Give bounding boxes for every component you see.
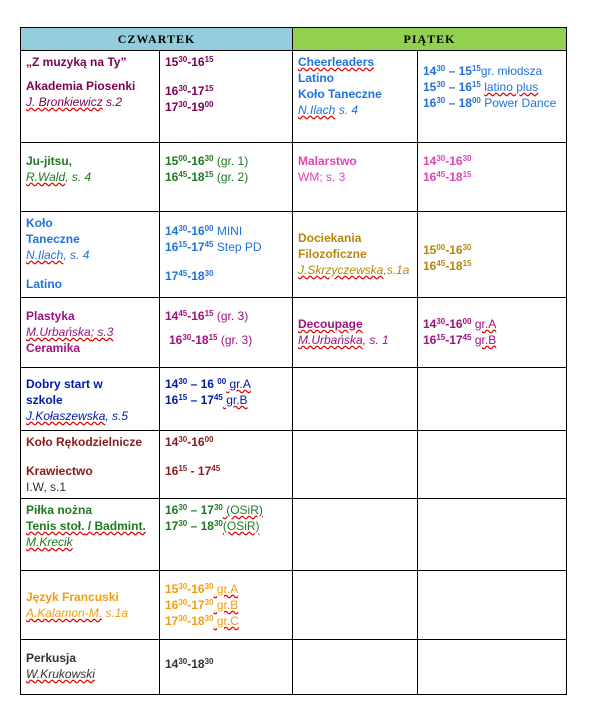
room-label: ; s.3	[90, 325, 114, 339]
activity-name: Malarstwo	[298, 154, 357, 168]
friday-time-cell-empty	[418, 499, 567, 571]
friday-activity-cell	[293, 298, 418, 368]
thursday-activity-cell	[21, 368, 160, 431]
table-row	[21, 51, 567, 143]
activity-name: Plastyka	[26, 309, 75, 323]
thursday-time-cell: $15^{30}-16^{15}$ $16^{30}-17^{15}$ $17^{30}-19^{00}$	[160, 51, 293, 143]
teacher-room-label: WM; s. 3	[298, 170, 346, 184]
activity-name: Koło	[26, 216, 53, 230]
friday-time-cell: $14^{30}-16^{00}$ gr.A $16^{15}-17^{45}$ gr.B	[418, 298, 567, 368]
header-thursday: CZWARTEK	[21, 28, 293, 51]
activity-name: szkole	[26, 393, 63, 407]
activity-name: Dobry start w	[26, 377, 103, 391]
thursday-time-cell: $14^{30} - 16$ $^{00}$ gr.A $16^{15} - 17^{45}$ gr.B	[160, 368, 293, 431]
thursday-time-cell: $14^{30}-16^{00}$ $16^{15} - 17^{45}$	[160, 431, 293, 499]
room-label: , s. 1	[362, 333, 389, 347]
activity-name: Cheerleaders	[298, 55, 375, 69]
teacher-name: M.Urbańska	[26, 325, 91, 339]
activity-name: Ju-jitsu,	[26, 154, 73, 168]
activity-name: Decoupage	[298, 317, 363, 331]
teacher-name: N.Ilach	[298, 103, 336, 117]
friday-activity-cell-empty	[293, 499, 418, 571]
teacher-name: J. Bronkiewicz	[26, 95, 103, 109]
friday-time-cell: $14^{30}-16^{30}$ $16^{45}-18^{15}$	[418, 143, 567, 212]
activity-name: Język Francuski	[26, 590, 119, 604]
friday-activity-cell-empty	[293, 640, 418, 695]
table-row	[21, 368, 567, 431]
activity-name: Filozoficzne	[298, 247, 367, 261]
friday-activity-cell-empty	[293, 571, 418, 640]
thursday-time-cell: $15^{00}-16^{30}$ (gr. 1) $16^{45}-18^{15}$ (gr. 2)	[160, 143, 293, 212]
friday-time-cell-empty	[418, 368, 567, 431]
friday-time-cell-empty	[418, 640, 567, 695]
activity-name: / Badmint.	[84, 519, 146, 533]
thursday-time-cell: $14^{30}-16^{00}$ MINI $16^{15}-17^{45}$ Step PD $17^{45}-18^{30}$	[160, 212, 293, 298]
teacher-name: R.Wald	[26, 170, 66, 184]
thursday-time-cell: $14^{45}-16^{15}$ (gr. 3) $16^{30}-18^{15}$ (gr. 3)	[160, 298, 293, 368]
schedule-table	[20, 27, 567, 695]
room-label: s.1a	[102, 606, 129, 620]
room-label: ,s.1a	[383, 263, 410, 277]
friday-activity-cell	[293, 51, 418, 143]
activity-name: Dociekania	[298, 231, 362, 245]
room-label: , s.5	[105, 409, 129, 423]
table-row	[21, 298, 567, 368]
friday-activity-cell-empty	[293, 368, 418, 431]
room-label: s. 4	[335, 103, 359, 117]
table-row	[21, 212, 567, 298]
friday-time-cell: $15^{00}-16^{30}$ $16^{45}-18^{15}$	[418, 212, 567, 298]
room-label: , s. 4	[65, 170, 92, 184]
room-label: , s. 4	[63, 248, 90, 262]
thursday-time-cell: $15^{30}-16^{30}$ gr.A $16^{30}-17^{30}$ gr.B $17^{30}-18^{30}$ gr.C	[160, 571, 293, 640]
table-row	[21, 499, 567, 571]
activity-name: Latino	[26, 277, 62, 291]
thursday-activity-cell	[21, 212, 160, 298]
thursday-activity-cell	[21, 640, 160, 695]
thursday-time-cell: $14^{30}-18^{30}$	[160, 640, 293, 695]
table-row	[21, 640, 567, 695]
thursday-activity-cell	[21, 431, 160, 499]
activity-name: Krawiectwo	[26, 464, 93, 478]
teacher-name: J.Skrzyczewska	[298, 263, 384, 277]
friday-activity-cell	[293, 143, 418, 212]
friday-activity-cell	[293, 212, 418, 298]
friday-time-cell-empty	[418, 431, 567, 499]
activity-name: Koło Taneczne	[298, 87, 382, 101]
teacher-name: M.Krecik	[26, 535, 73, 549]
header-row	[21, 28, 567, 51]
activity-name: Taneczne	[26, 232, 80, 246]
thursday-activity-cell	[21, 499, 160, 571]
activity-name: Tenis stoł.	[26, 519, 85, 533]
thursday-activity-cell	[21, 298, 160, 368]
activity-name: Perkusja	[26, 651, 77, 665]
activity-name: Koło Rękodzielnicze	[26, 435, 143, 449]
thursday-activity-cell	[21, 51, 160, 143]
teacher-name: A.Kalamon-M.	[26, 606, 103, 620]
activity-name: „Z muzyką na Ty”	[26, 55, 127, 69]
table-row	[21, 571, 567, 640]
thursday-activity-cell	[21, 143, 160, 212]
activity-name: Ceramika	[26, 341, 81, 355]
thursday-activity-cell	[21, 571, 160, 640]
teacher-name: J.Kołaszewska	[26, 409, 106, 423]
teacher-name: M.Urbańska	[298, 333, 363, 347]
friday-time-cell: $14^{30} - 15^{15}gr$. młodsza $15^{30} - 16^{15}$ latino plus $16^{30} - 18^{00}$ Power Dance	[418, 51, 567, 143]
thursday-time-cell: $16^{30} - 17^{30}$ (OSiR) $17^{30}$ – $18^{30}(OSiR)$	[160, 499, 293, 571]
activity-name: Latino	[298, 71, 334, 85]
teacher-room-label: I.W, s.1	[26, 480, 67, 494]
friday-activity-cell-empty	[293, 431, 418, 499]
header-friday: PIĄTEK	[293, 28, 567, 51]
table-row	[21, 431, 567, 499]
activity-name: Piłka nożna	[26, 503, 93, 517]
friday-time-cell-empty	[418, 571, 567, 640]
teacher-name: N.Ilach	[26, 248, 64, 262]
room-label: s.2	[102, 95, 123, 109]
table-row	[21, 143, 567, 212]
activity-name: Akademia Piosenki	[26, 79, 136, 93]
teacher-name: W.Krukowski	[26, 667, 95, 681]
